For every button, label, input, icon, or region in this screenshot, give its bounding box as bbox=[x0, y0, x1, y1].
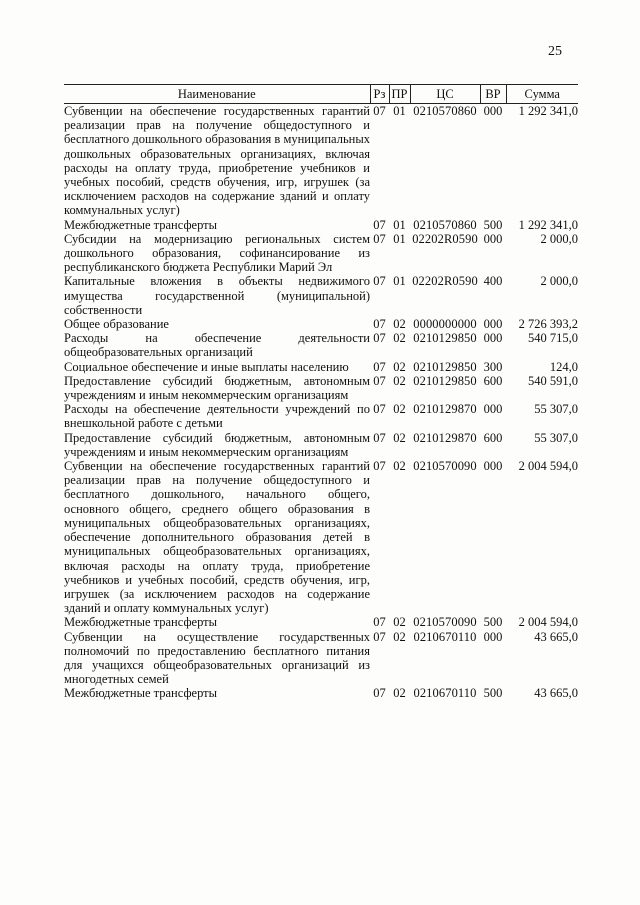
row-sum: 1 292 341,0 bbox=[518, 104, 578, 118]
row-name: Межбюджетные трансферты bbox=[64, 217, 218, 232]
row-pr: 01 bbox=[393, 274, 406, 289]
row-vr: 000 bbox=[483, 629, 503, 644]
table-row bbox=[64, 331, 578, 359]
row-pr: 02 bbox=[393, 331, 406, 346]
table-row bbox=[64, 686, 578, 700]
row-name: Расходы на обеспечение деятельности учреждений по внешкольной работе с детьми bbox=[64, 402, 370, 431]
row-name: Предоставление субсидий бюджетным, автономным учреждениям и иным некоммерческим организациям bbox=[64, 373, 370, 403]
column-header-cs: ЦС bbox=[410, 85, 480, 104]
row-rz: 07 bbox=[373, 231, 386, 246]
row-sum: 540 591,0 bbox=[528, 373, 578, 388]
page-number: 25 bbox=[548, 44, 562, 59]
row-cs: 0210570090 bbox=[413, 459, 477, 474]
table-row bbox=[64, 431, 578, 459]
row-name: Субвенции на обеспечение государственных гарантий реализации прав на получение общедоступного и бесплатного дошкольного образования в муниципальных дошкольных образовательных организациях, включая расходы на оплату труда, приобретение учебников и учебных пособий, средств обучения, игр, игрушек (за исключением расходов на содержание зданий и оплату коммунальных услуг) bbox=[64, 104, 370, 218]
row-name: Межбюджетные трансферты bbox=[64, 615, 218, 630]
row-pr: 02 bbox=[393, 430, 406, 445]
row-name: Предоставление субсидий бюджетным, автономным учреждениям и иным некоммерческим организациям bbox=[64, 430, 370, 459]
table-header bbox=[64, 85, 578, 104]
row-sum: 2 000,0 bbox=[540, 274, 578, 289]
row-cs: 0210129870 bbox=[413, 402, 477, 417]
row-name: Социальное обеспечение и иные выплаты населению bbox=[64, 359, 349, 374]
row-cs: 0210129850 bbox=[413, 359, 477, 374]
row-vr: 500 bbox=[483, 217, 503, 232]
row-sum: 2 004 594,0 bbox=[518, 459, 578, 474]
row-rz: 07 bbox=[373, 331, 386, 346]
row-vr: 000 bbox=[483, 331, 503, 346]
row-name: Субсидии на модернизацию региональных систем дошкольного образования, софинансирование из республиканского бюджета Республики Марий Эл bbox=[64, 231, 370, 275]
row-cs: 0000000000 bbox=[413, 317, 477, 332]
row-cs: 0210129850 bbox=[413, 373, 477, 388]
row-cs: 0210129870 bbox=[413, 430, 477, 445]
row-rz: 07 bbox=[373, 402, 386, 417]
row-vr: 000 bbox=[483, 317, 503, 332]
row-pr: 02 bbox=[393, 402, 406, 417]
row-pr: 02 bbox=[393, 686, 406, 701]
row-pr: 02 bbox=[393, 629, 406, 644]
table-row bbox=[64, 104, 578, 218]
table-row bbox=[64, 374, 578, 402]
row-name: Расходы на обеспечение деятельности общеобразовательных организаций bbox=[64, 331, 370, 360]
row-sum: 540 715,0 bbox=[528, 331, 578, 346]
row-sum: 43 665,0 bbox=[534, 686, 578, 701]
table-row bbox=[64, 360, 578, 374]
column-header-name: Наименование bbox=[64, 85, 370, 104]
row-rz: 07 bbox=[373, 686, 386, 701]
table-row bbox=[64, 274, 578, 317]
table-row bbox=[64, 615, 578, 629]
row-name: Капитальные вложения в объекты недвижимого имущества государственной (муниципальной) собственности bbox=[64, 274, 370, 317]
row-cs: 0210570860 bbox=[413, 217, 477, 232]
row-pr: 01 bbox=[393, 217, 406, 232]
column-header-pr: ПР bbox=[389, 85, 410, 104]
row-rz: 07 bbox=[373, 217, 386, 232]
table-row bbox=[64, 402, 578, 430]
row-cs: 0210670110 bbox=[413, 629, 477, 644]
table-row bbox=[64, 232, 578, 275]
row-vr: 500 bbox=[483, 686, 503, 701]
row-cs: 0210570090 bbox=[413, 615, 477, 630]
row-sum: 124,0 bbox=[549, 359, 578, 374]
row-vr: 300 bbox=[483, 359, 503, 374]
row-pr: 02 bbox=[393, 459, 406, 474]
row-rz: 07 bbox=[373, 359, 386, 374]
row-sum: 1 292 341,0 bbox=[518, 217, 578, 232]
row-sum: 43 665,0 bbox=[534, 629, 578, 644]
row-cs: 02202R0590 bbox=[412, 231, 478, 246]
row-vr: 000 bbox=[483, 231, 503, 246]
row-vr: 000 bbox=[483, 459, 503, 474]
row-rz: 07 bbox=[373, 629, 386, 644]
row-pr: 02 bbox=[393, 615, 406, 630]
row-rz: 07 bbox=[373, 615, 386, 630]
row-sum: 55 307,0 bbox=[534, 430, 578, 445]
row-pr: 01 bbox=[393, 104, 406, 118]
column-header-rz: Рз bbox=[370, 85, 389, 104]
column-header-sum: Сумма bbox=[506, 85, 578, 104]
row-cs: 02202R0590 bbox=[412, 274, 478, 289]
row-vr: 000 bbox=[483, 104, 503, 118]
row-rz: 07 bbox=[373, 104, 386, 118]
row-vr: 600 bbox=[483, 430, 503, 445]
row-name: Межбюджетные трансферты bbox=[64, 686, 218, 701]
table-row bbox=[64, 317, 578, 331]
row-rz: 07 bbox=[373, 317, 386, 332]
row-name: Общее образование bbox=[64, 317, 169, 332]
row-sum: 2 726 393,2 bbox=[518, 317, 578, 332]
row-name: Субвенции на обеспечение государственных гарантий реализации прав на получение общедоступного и бесплатного дошкольного, начального общего, основного общего, среднего общего образования в муниципальных общеобразовательных организациях, обеспечение дополнительного образования детей в муниципальных общеобразовательных организациях, включая расходы на оплату труда, приобретение учебников и учебных пособий, средств обучения, игр, игрушек (за исключением расходов на содержание зданий и оплату коммунальных услуг) bbox=[64, 459, 370, 616]
row-rz: 07 bbox=[373, 274, 386, 289]
row-rz: 07 bbox=[373, 430, 386, 445]
row-sum: 2 000,0 bbox=[540, 231, 578, 246]
row-cs: 0210570860 bbox=[413, 104, 477, 118]
row-cs: 0210670110 bbox=[413, 686, 477, 701]
row-rz: 07 bbox=[373, 373, 386, 388]
row-pr: 02 bbox=[393, 373, 406, 388]
row-sum: 2 004 594,0 bbox=[518, 615, 578, 630]
row-sum: 55 307,0 bbox=[534, 402, 578, 417]
table-row bbox=[64, 218, 578, 232]
row-vr: 000 bbox=[483, 402, 503, 417]
column-header-vr: ВР bbox=[480, 85, 506, 104]
row-pr: 02 bbox=[393, 317, 406, 332]
row-vr: 600 bbox=[483, 373, 503, 388]
row-vr: 400 bbox=[483, 274, 503, 289]
row-name: Субвенции на осуществление государственных полномочий по предоставлению бесплатного питания для учащихся общеобразовательных организаций из многодетных семей bbox=[64, 629, 370, 687]
row-cs: 0210129850 bbox=[413, 331, 477, 346]
table-row bbox=[64, 630, 578, 687]
row-rz: 07 bbox=[373, 459, 386, 474]
row-vr: 500 bbox=[483, 615, 503, 630]
budget-table bbox=[64, 84, 578, 701]
row-pr: 02 bbox=[393, 359, 406, 374]
row-pr: 01 bbox=[393, 231, 406, 246]
table-row bbox=[64, 459, 578, 615]
